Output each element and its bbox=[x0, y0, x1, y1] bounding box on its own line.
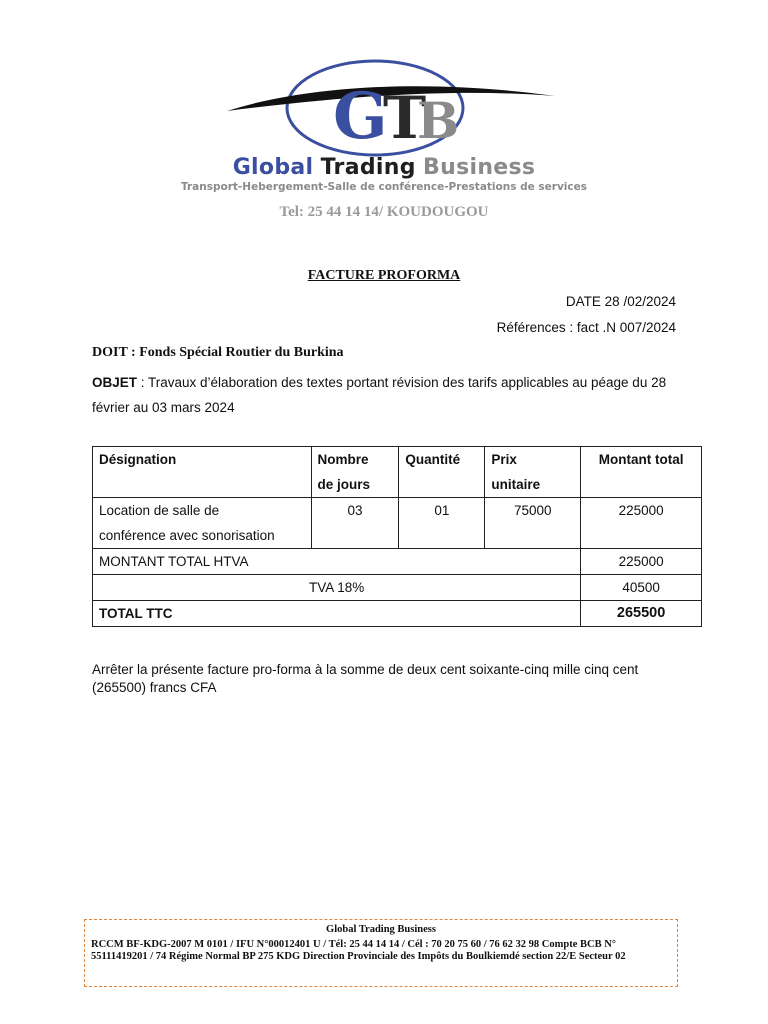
tva-value: 40500 bbox=[581, 575, 702, 601]
ttc-row bbox=[93, 601, 702, 627]
object-line bbox=[92, 370, 682, 420]
tva-label: TVA 18% bbox=[93, 575, 581, 601]
cell-quantite: 01 bbox=[399, 498, 485, 549]
cell-prix: 75000 bbox=[485, 498, 581, 549]
table-row bbox=[93, 498, 702, 549]
services-line: Transport-Hebergement-Salle de conférence-Prestations de services bbox=[181, 181, 587, 193]
recipient-line: DOIT : Fonds Spécial Routier du Burkina bbox=[92, 345, 344, 360]
company-name bbox=[0, 155, 768, 180]
logo-letter-t: T bbox=[383, 84, 427, 152]
company-word-trading: Trading bbox=[320, 155, 416, 180]
footer-details: RCCM BF-KDG-2007 M 0101 / IFU N°00012401 U / Tél: 25 44 14 14 / Cél : 70 20 75 60 / 76 62 32 98 Compte BCB N° 55111419201 / 74 Régime Normal BP 275 KDG Direction Provinciale des Impôts du Boulkiemdé section 22/E Secteur 02 bbox=[91, 939, 626, 962]
ttc-value: 265500 bbox=[581, 601, 702, 627]
company-word-global: Global bbox=[232, 155, 314, 180]
header-nombre-jours: Nombre de jours bbox=[311, 447, 399, 498]
telephone-line: Tel: 25 44 14 14/ KOUDOUGOU bbox=[279, 204, 489, 220]
invoice-references: Références : fact .N 007/2024 bbox=[496, 320, 676, 335]
object-text: : Travaux d’élaboration des textes portant révision des tarifs applicables au péage du 28 février au 03 mars 2024 bbox=[92, 375, 667, 415]
logo-letter-g: G bbox=[333, 79, 388, 154]
header-prix-unitaire: Prix unitaire bbox=[485, 447, 581, 498]
table-header-row bbox=[93, 447, 702, 498]
company-word-business: Business bbox=[423, 155, 536, 180]
header-designation: Désignation bbox=[93, 447, 312, 498]
tva-row bbox=[93, 575, 702, 601]
header-montant-total: Montant total bbox=[581, 447, 702, 498]
ttc-label: TOTAL TTC bbox=[93, 601, 581, 627]
footer-company-name: Global Trading Business bbox=[326, 924, 436, 935]
cell-nombre: 03 bbox=[311, 498, 399, 549]
htva-label: MONTANT TOTAL HTVA bbox=[93, 549, 581, 575]
htva-value: 225000 bbox=[581, 549, 702, 575]
htva-row bbox=[93, 549, 702, 575]
cell-designation: Location de salle de conférence avec sonorisation bbox=[93, 498, 312, 549]
closing-statement: Arrêter la présente facture pro-forma à la somme de deux cent soixante-cinq mille cinq cent (265500) francs CFA bbox=[92, 662, 639, 695]
logo-letter-b: B bbox=[417, 91, 460, 150]
cell-montant: 225000 bbox=[581, 498, 702, 549]
invoice-date: DATE 28 /02/2024 bbox=[565, 294, 676, 309]
document-title: FACTURE PROFORMA bbox=[307, 268, 461, 283]
object-label: OBJET bbox=[92, 375, 138, 390]
invoice-table bbox=[92, 446, 702, 627]
company-logo bbox=[225, 58, 565, 168]
footer-box bbox=[84, 919, 678, 987]
header-quantite: Quantité bbox=[399, 447, 485, 498]
